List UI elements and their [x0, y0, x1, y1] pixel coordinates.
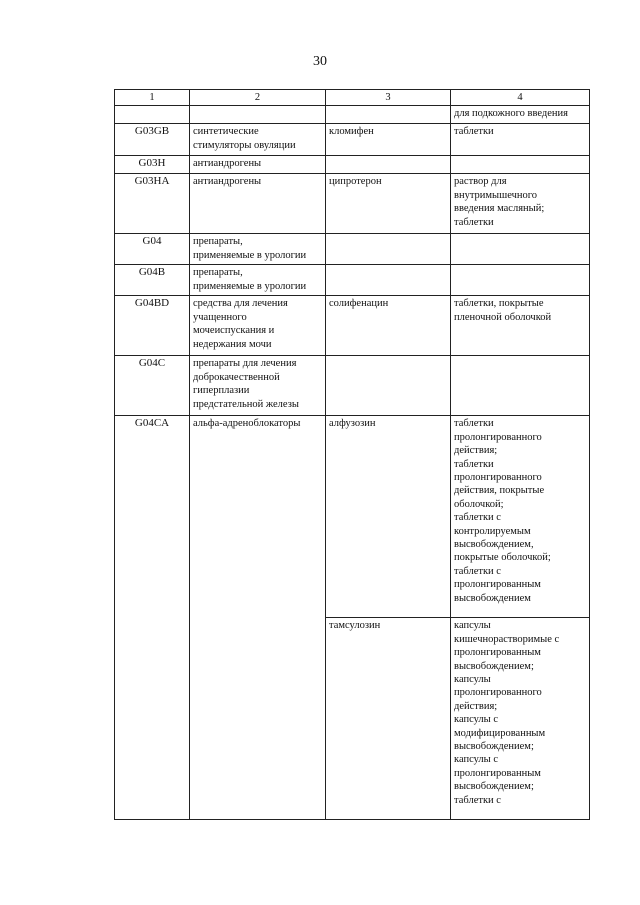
atc-code-cell	[115, 106, 190, 124]
header-cell: 3	[326, 90, 451, 106]
header-cell: 4	[451, 90, 590, 106]
group-cell	[190, 618, 326, 820]
group-cell: препараты, применяемые в урологии	[190, 265, 326, 296]
group-cell: антиандрогены	[190, 174, 326, 234]
atc-code-cell: G03GB	[115, 124, 190, 156]
substance-cell	[326, 106, 451, 124]
group-cell: препараты, применяемые в урологии	[190, 234, 326, 265]
group-cell	[190, 106, 326, 124]
dosage-form-cell: для подкожного введения	[451, 106, 590, 124]
substance-cell: алфузозин	[326, 416, 451, 618]
dosage-form-cell	[451, 234, 590, 265]
dosage-form-cell: таблетки	[451, 124, 590, 156]
table-row	[115, 618, 590, 820]
table-row	[115, 356, 590, 416]
dosage-form-cell: таблетки, покрытые пленочной оболочкой	[451, 296, 590, 356]
dosage-form-cell: капсулы кишечнорастворимые с пролонгированным высвобождением; капсулы пролонгированного действия; капсулы с модифицированным высвобождением; капсулы с пролонгированным высвобождением; таблетки с	[451, 618, 590, 820]
drug-table	[114, 89, 590, 820]
substance-cell: ципротерон	[326, 174, 451, 234]
substance-cell: солифенацин	[326, 296, 451, 356]
header-cell: 2	[190, 90, 326, 106]
table-row	[115, 265, 590, 296]
table-row	[115, 174, 590, 234]
group-cell: средства для лечения учащенного мочеиспускания и недержания мочи	[190, 296, 326, 356]
substance-cell	[326, 156, 451, 174]
group-cell: препараты для лечения доброкачественной гиперплазии предстательной железы	[190, 356, 326, 416]
substance-cell	[326, 265, 451, 296]
atc-code-cell: G04B	[115, 265, 190, 296]
page-number: 30	[313, 54, 327, 69]
substance-cell	[326, 234, 451, 265]
atc-code-cell: G04CA	[115, 416, 190, 618]
header-cell: 1	[115, 90, 190, 106]
group-cell: альфа-адреноблокаторы	[190, 416, 326, 618]
dosage-form-cell	[451, 156, 590, 174]
dosage-form-cell	[451, 356, 590, 416]
table-row	[115, 234, 590, 265]
table-row	[115, 296, 590, 356]
substance-cell: тамсулозин	[326, 618, 451, 820]
table-row	[115, 124, 590, 156]
atc-code-cell: G03H	[115, 156, 190, 174]
dosage-form-cell	[451, 265, 590, 296]
atc-code-cell: G04	[115, 234, 190, 265]
substance-cell	[326, 356, 451, 416]
atc-code-cell: G03HA	[115, 174, 190, 234]
table-row	[115, 106, 590, 124]
atc-code-cell: G04BD	[115, 296, 190, 356]
table-row	[115, 156, 590, 174]
table-row	[115, 416, 590, 618]
atc-code-cell: G04C	[115, 356, 190, 416]
group-cell: антиандрогены	[190, 156, 326, 174]
atc-code-cell	[115, 618, 190, 820]
dosage-form-cell: раствор для внутримышечного введения масляный; таблетки	[451, 174, 590, 234]
table-header-row	[115, 90, 590, 106]
substance-cell: кломифен	[326, 124, 451, 156]
group-cell: синтетические стимуляторы овуляции	[190, 124, 326, 156]
dosage-form-cell: таблетки пролонгированного действия; таблетки пролонгированного действия, покрытые оболочкой; таблетки с контролируемым высвобождением, покрытые оболочкой; таблетки с пролонгированным высвобождением	[451, 416, 590, 618]
